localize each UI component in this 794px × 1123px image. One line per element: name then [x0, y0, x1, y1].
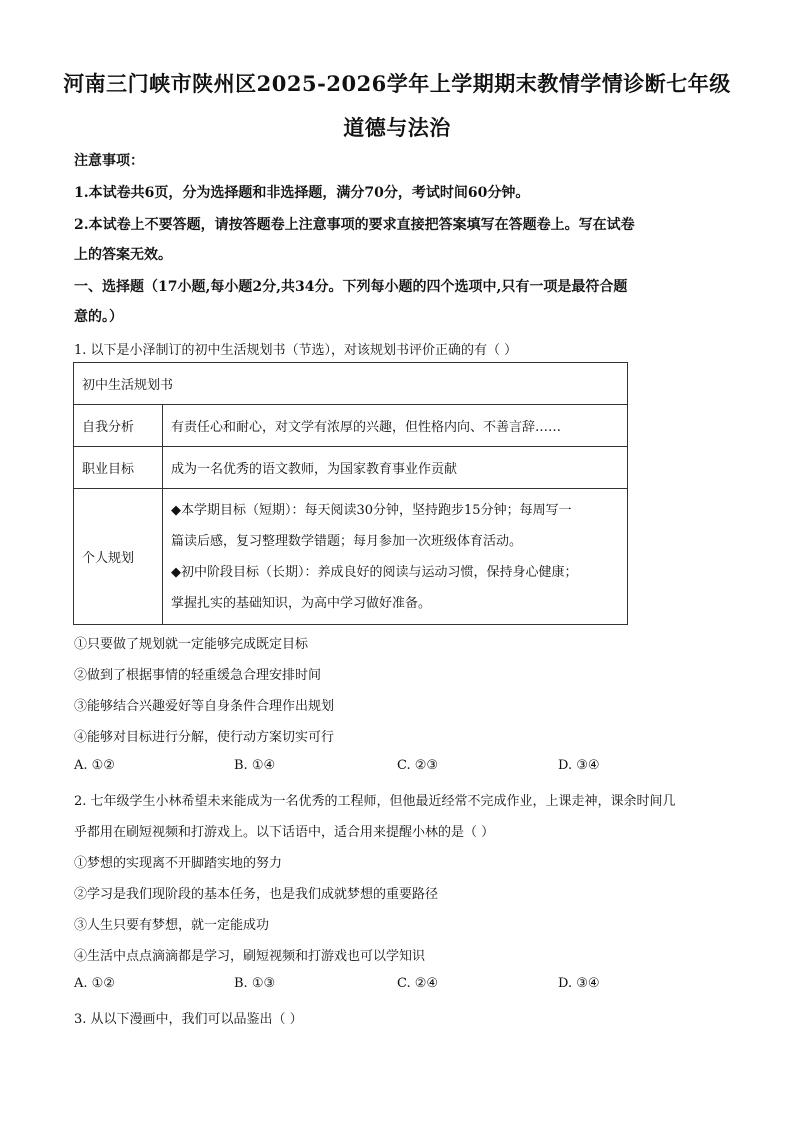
plan-table — [73, 362, 628, 625]
q2-option-c: C. ②④ — [397, 976, 439, 991]
q1-statement-1: ①只要做了规划就一定能够完成既定目标 — [74, 637, 309, 652]
question-3-stem: 3. 从以下漫画中，我们可以品鉴出（ ） — [74, 1012, 303, 1027]
notice-heading: 注意事项： — [74, 153, 144, 169]
plan-long-term-line1: ◆初中阶段目标（长期）：养成良好的阅读与运动习惯，保持身心健康； — [171, 564, 578, 580]
exam-title-line1: 河南三门峡市陕州区2025-2026学年上学期期末教情学情诊断七年级 — [63, 71, 731, 96]
q2-statement-4: ④生活中点点滴滴都是学习，刷短视频和打游戏也可以学知识 — [74, 949, 426, 964]
q1-option-d: D. ③④ — [558, 758, 600, 773]
notice-item-2: 2.本试卷上不要答题，请按答题卷上注意事项的要求直接把答案填写在答题卷上。写在试卷 — [74, 217, 635, 233]
q2-option-b: B. ①③ — [234, 976, 276, 991]
q2-statement-2: ②学习是我们现阶段的基本任务，也是我们成就梦想的重要路径 — [74, 887, 439, 902]
q1-option-a: A. ①② — [74, 758, 115, 773]
plan-table-header: 初中生活规划书 — [74, 363, 628, 405]
plan-row-label-career: 职业目标 — [74, 447, 163, 489]
question-2-stem-line2: 乎都用在刷短视频和打游戏上。以下话语中，适合用来提醒小林的是（ ） — [74, 825, 495, 840]
plan-row-value-self: 有责任心和耐心，对文学有浓厚的兴趣，但性格内向、不善言辞…… — [163, 405, 628, 447]
notice-item-2-cont: 上的答案无效。 — [74, 247, 172, 263]
plan-short-term-line1: ◆本学期目标（短期）：每天阅读30分钟，坚持跑步15分钟；每周写一 — [171, 502, 572, 518]
plan-row-label-personal: 个人规划 — [74, 489, 163, 625]
q2-statement-1: ①梦想的实现离不开脚踏实地的努力 — [74, 856, 283, 871]
section-heading-cont: 意的。） — [74, 309, 123, 325]
q1-option-b: B. ①④ — [234, 758, 276, 773]
exam-title-line2: 道德与法治 — [343, 115, 451, 140]
plan-long-term-line2: 掌握扎实的基础知识，为高中学习做好准备。 — [171, 595, 432, 611]
q1-statement-3: ③能够结合兴趣爱好等自身条件合理作出规划 — [74, 699, 335, 714]
question-1-stem: 1. 以下是小泽制订的初中生活规划书（节选），对该规划书评价正确的有（ ） — [74, 343, 518, 358]
q1-statement-4: ④能够对目标进行分解，使行动方案切实可行 — [74, 730, 335, 745]
section-heading: 一、选择题（17小题,每小题2分,共34分。下列每小题的四个选项中,只有一项是最符合题 — [74, 279, 628, 295]
q1-option-c: C. ②③ — [397, 758, 439, 773]
q1-statement-2: ②做到了根据事情的轻重缓急合理安排时间 — [74, 668, 322, 683]
plan-row-value-career: 成为一名优秀的语文教师，为国家教育事业作贡献 — [163, 447, 628, 489]
plan-short-term-line2: 篇读后感，复习整理数学错题；每月参加一次班级体育活动。 — [171, 533, 523, 549]
plan-row-label-self: 自我分析 — [74, 405, 163, 447]
question-2-stem-line1: 2. 七年级学生小林希望未来能成为一名优秀的工程师，但他最近经常不完成作业，上课走神，课余时间几 — [74, 794, 676, 809]
q2-option-d: D. ③④ — [558, 976, 600, 991]
notice-item-1: 1.本试卷共6页，分为选择题和非选择题，满分70分，考试时间60分钟。 — [74, 185, 530, 201]
plan-row-value-personal — [163, 489, 628, 625]
q2-statement-3: ③人生只要有梦想，就一定能成功 — [74, 918, 270, 933]
q2-option-a: A. ①② — [74, 976, 115, 991]
